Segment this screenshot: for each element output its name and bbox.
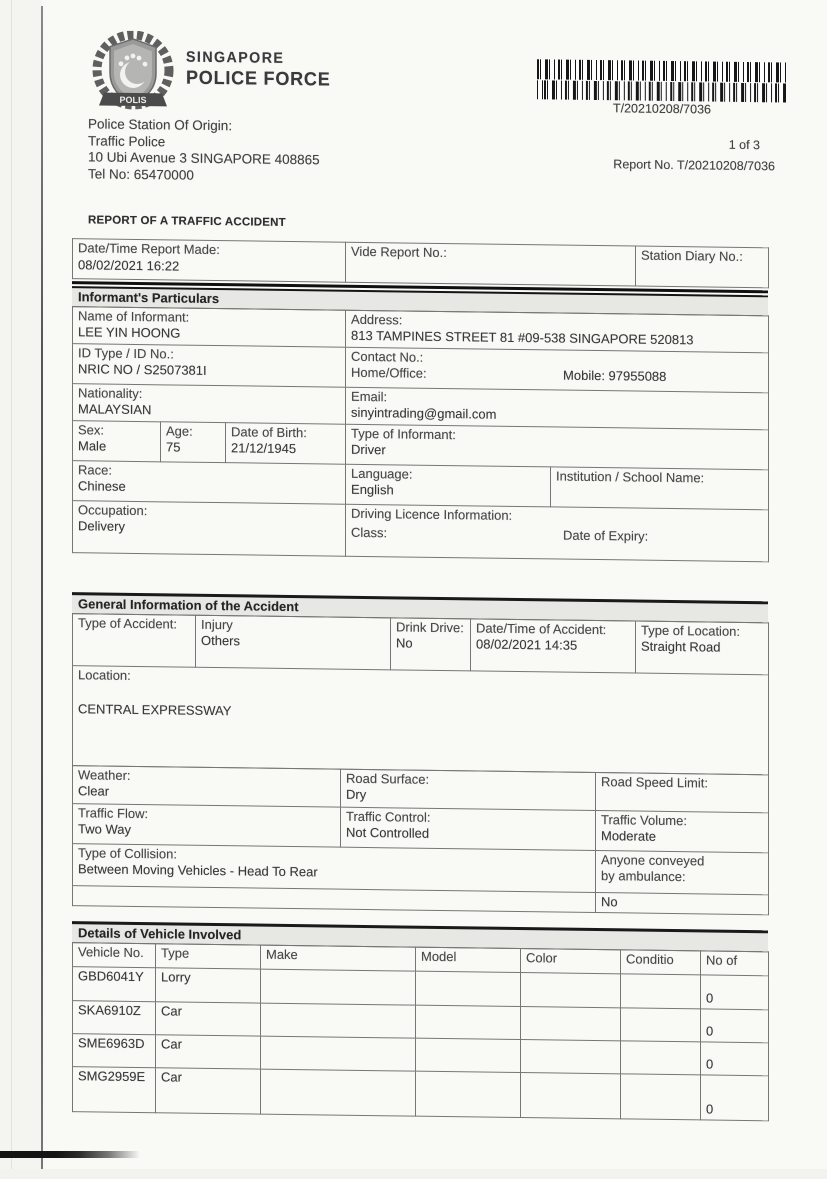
station-address: 10 Ubi Avenue 3 SINGAPORE 408865 xyxy=(88,149,320,168)
barcode xyxy=(537,59,787,82)
informant-age-label: Age: xyxy=(166,422,193,439)
accident-drink-label: Drink Drive: xyxy=(396,618,464,635)
accident-datetime-value: 08/02/2021 14:35 xyxy=(476,636,578,653)
accident-datetime-cell xyxy=(471,618,636,672)
vide-report-label: Vide Report No.: xyxy=(351,243,447,261)
barcode-block xyxy=(537,59,787,117)
informant-home-office-label: Home/Office: xyxy=(351,364,427,381)
collision-cell xyxy=(73,843,596,892)
station-name: Traffic Police xyxy=(88,132,166,149)
accident-table-top xyxy=(72,613,769,775)
accident-location-type-cell xyxy=(636,621,769,675)
vehicle-row xyxy=(73,1067,769,1121)
logo-line1: SINGAPORE xyxy=(186,48,285,67)
vehicle-col-condition: Conditio xyxy=(621,950,701,975)
accident-injury-label: Injury xyxy=(201,616,233,632)
informant-nationality-label: Nationality: xyxy=(78,384,143,401)
vehicle-no: SME6963D xyxy=(73,1034,156,1068)
spf-crest-logo xyxy=(88,30,178,115)
informant-email-value: sinyintrading@gmail.com xyxy=(351,404,497,422)
informant-name-label: Name of Informant: xyxy=(78,307,190,325)
informant-occupation-label: Occupation: xyxy=(78,501,148,518)
informant-licence-cell xyxy=(346,504,769,562)
informant-type-cell xyxy=(346,424,769,470)
informant-dob-label: Date of Birth: xyxy=(231,423,307,440)
vehicles-table xyxy=(72,942,769,1121)
informant-licence-label: Driving Licence Information: xyxy=(351,505,513,523)
traffic-control-value: Not Controlled xyxy=(346,824,430,841)
accident-table-bottom xyxy=(72,765,769,916)
report-title: REPORT OF A TRAFFIC ACCIDENT xyxy=(88,214,286,229)
informant-occupation-cell xyxy=(73,500,346,556)
informant-institution-label: Institution / School Name: xyxy=(556,467,705,485)
vehicle-col-count: No of xyxy=(701,951,769,976)
informant-email-label: Email: xyxy=(351,388,388,404)
accident-location-value: CENTRAL EXPRESSWAY xyxy=(78,701,232,719)
informant-section-header: Informant's Particulars xyxy=(72,286,768,316)
speed-limit-cell xyxy=(596,772,769,812)
road-surface-value: Dry xyxy=(346,786,367,803)
accident-location-label: Location: xyxy=(78,666,131,683)
vehicle-count: 0 xyxy=(701,975,769,1010)
weather-label: Weather: xyxy=(78,766,131,783)
traffic-volume-value: Moderate xyxy=(601,828,656,844)
informant-contact-cell xyxy=(346,347,769,393)
informant-race-value: Chinese xyxy=(78,478,126,494)
traffic-flow-label: Traffic Flow: xyxy=(78,804,149,821)
date-time-report-label: Date/Time Report Made: xyxy=(78,240,220,258)
informant-sex-value: Male xyxy=(78,438,107,454)
station-tel: Tel No: 65470000 xyxy=(88,165,194,183)
informant-age-cell xyxy=(161,421,226,462)
informant-type-value: Driver xyxy=(351,441,386,458)
accident-datetime-label: Date/Time of Accident: xyxy=(476,619,607,637)
accident-location-type-value: Straight Road xyxy=(641,638,721,655)
collision-label: Type of Collision: xyxy=(78,844,177,862)
informant-mobile-value: Mobile: 97955088 xyxy=(563,367,667,384)
vehicle-col-type: Type xyxy=(156,944,261,969)
informant-contact-label: Contact No.: xyxy=(351,348,424,365)
traffic-volume-label: Traffic Volume: xyxy=(601,811,687,828)
informant-address-value: 813 TAMPINES STREET 81 #09-538 SINGAPORE 520813 xyxy=(351,327,694,348)
vehicle-no: SKA6910Z xyxy=(73,1001,156,1035)
road-surface-cell xyxy=(341,769,596,810)
vehicle-col-no: Vehicle No. xyxy=(73,943,156,968)
vehicle-col-make: Make xyxy=(261,945,416,971)
informant-id-label: ID Type / ID No.: xyxy=(78,344,174,361)
informant-id-value: NRIC NO / S2507381I xyxy=(78,361,207,378)
traffic-control-label: Traffic Control: xyxy=(346,808,431,825)
vehicle-no: GBD6041Y xyxy=(73,967,156,1002)
vehicle-no: SMG2959E xyxy=(73,1067,156,1113)
ambulance-value: No xyxy=(601,893,618,909)
station-diary-label: Station Diary No.: xyxy=(641,247,743,264)
date-time-report-value: 08/02/2021 16:22 xyxy=(78,256,180,274)
licence-expiry-label: Date of Expiry: xyxy=(563,527,649,544)
vehicles-section-header: Details of Vehicle Involved xyxy=(72,921,768,952)
accident-location-type-label: Type of Location: xyxy=(641,622,741,639)
informant-id-cell xyxy=(73,343,346,387)
polis-banner-label: POLIS xyxy=(119,94,147,106)
accident-injury-value: Others xyxy=(201,632,241,649)
logo-wordmark xyxy=(186,49,331,92)
informant-nationality-cell xyxy=(73,383,346,424)
station-origin-label: Police Station Of Origin: xyxy=(88,116,233,134)
accident-location-cell xyxy=(73,665,769,774)
accident-injury-cell xyxy=(196,615,391,670)
vehicle-count: 0 xyxy=(701,1009,769,1043)
ambulance-value-cell xyxy=(596,892,769,915)
ambulance-cell xyxy=(596,850,769,894)
informant-sex-cell xyxy=(73,420,161,461)
ambulance-label: Anyone conveyed by ambulance: xyxy=(601,851,705,885)
report-number: Report No. T/20210208/7036 xyxy=(613,157,775,174)
informant-nationality-value: MALAYSIAN xyxy=(78,401,152,418)
collision-value: Between Moving Vehicles - Head To Rear xyxy=(78,861,318,880)
informant-language-value: English xyxy=(351,481,394,498)
date-time-report-cell xyxy=(73,239,346,283)
informant-dob-value: 21/12/1945 xyxy=(231,440,297,457)
barcode-row2 xyxy=(537,80,787,102)
accident-type-label: Type of Accident: xyxy=(78,614,178,632)
traffic-flow-cell xyxy=(73,803,341,847)
informant-sex-label: Sex: xyxy=(78,421,105,438)
accident-drink-value: No xyxy=(396,635,413,651)
informant-name-value: LEE YIN HOONG xyxy=(78,324,181,341)
informant-race-label: Race: xyxy=(78,461,112,478)
report-meta-table xyxy=(72,238,769,288)
accident-section-header: General Information of the Accident xyxy=(72,592,768,623)
informant-type-label: Type of Informant: xyxy=(351,425,456,442)
vehicle-type: Car xyxy=(156,1035,261,1069)
logo-line2: POLICE FORCE xyxy=(186,67,331,91)
page-count: 1 of 3 xyxy=(728,137,760,153)
informant-race-cell xyxy=(73,460,346,504)
vehicle-count: 0 xyxy=(701,1075,769,1121)
informant-age-value: 75 xyxy=(166,439,181,455)
accident-drink-cell xyxy=(391,617,471,670)
informant-language-label: Language: xyxy=(351,465,413,482)
informant-address-cell xyxy=(346,310,769,353)
informant-email-cell xyxy=(346,387,769,430)
vehicle-type: Car xyxy=(156,1002,261,1036)
informant-institution-cell xyxy=(551,466,769,509)
speed-limit-label: Road Speed Limit: xyxy=(601,773,708,790)
informant-occupation-value: Delivery xyxy=(78,518,125,534)
informant-language-cell xyxy=(346,464,551,507)
accident-type-cell xyxy=(73,613,196,667)
weather-cell xyxy=(73,765,341,807)
informant-address-label: Address: xyxy=(351,311,403,327)
traffic-flow-value: Two Way xyxy=(78,821,131,837)
vehicle-count: 0 xyxy=(701,1042,769,1076)
station-diary-cell xyxy=(636,246,769,288)
traffic-control-cell xyxy=(341,807,596,850)
informant-table xyxy=(72,306,769,562)
road-surface-label: Road Surface: xyxy=(346,770,430,787)
vide-report-cell xyxy=(346,242,636,286)
traffic-volume-cell xyxy=(596,810,769,852)
vehicle-type: Car xyxy=(156,1068,261,1114)
licence-class-label: Class: xyxy=(351,524,388,541)
vehicle-col-model: Model xyxy=(416,947,521,972)
barcode-text: T/20210208/7036 xyxy=(612,101,711,117)
vehicle-type: Lorry xyxy=(156,968,261,1003)
vehicle-col-color: Color xyxy=(521,949,621,974)
station-of-origin-block xyxy=(88,116,320,185)
informant-dob-cell xyxy=(226,422,346,464)
weather-value: Clear xyxy=(78,783,110,799)
informant-name-cell xyxy=(73,306,346,347)
